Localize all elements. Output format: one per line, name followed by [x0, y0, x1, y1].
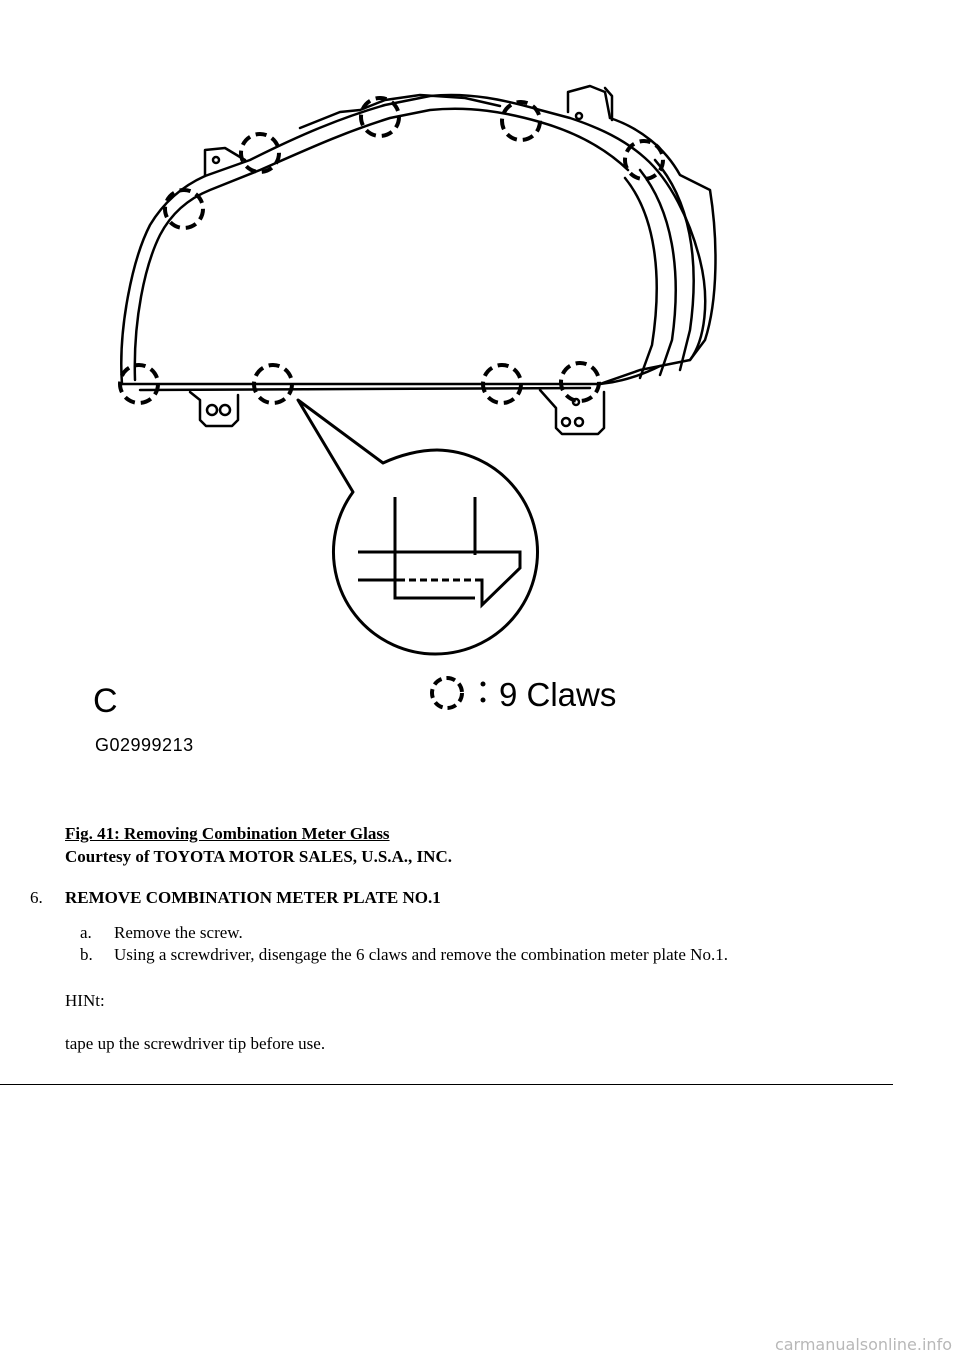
figure-id: G02999213	[95, 735, 194, 755]
step-title: REMOVE COMBINATION METER PLATE NO.1	[65, 888, 441, 907]
step-number: 6.	[30, 888, 43, 907]
procedure-step	[30, 887, 441, 909]
caption-title[interactable]: Fig. 41: Removing Combination Meter Glass	[65, 824, 390, 843]
figure-caption	[65, 822, 452, 868]
claw-marker	[165, 190, 203, 228]
watermark: carmanualsonline.info	[774, 1335, 952, 1354]
hint-label: HINt:	[65, 991, 105, 1010]
caption-credit: Courtesy of TOYOTA MOTOR SALES, U.S.A., INC.	[65, 847, 452, 866]
substep-letter: b.	[80, 945, 93, 964]
substep-letter: a.	[80, 923, 92, 942]
substep-text: Using a screwdriver, disengage the 6 claws and remove the combination meter plate No.1.	[114, 945, 728, 964]
claw-marker	[561, 363, 599, 401]
figure-letter: C	[93, 682, 118, 720]
claw-markers	[120, 98, 663, 403]
legend-label: 9 Claws	[499, 676, 617, 713]
substep-item	[80, 922, 243, 944]
claw-marker	[241, 134, 279, 172]
section-divider	[0, 1084, 893, 1085]
detail-callout	[298, 400, 537, 654]
substep-text: Remove the screw.	[114, 923, 243, 942]
hint-text: tape up the screwdriver tip before use.	[65, 1034, 326, 1053]
dashed-circle-icon	[432, 678, 462, 708]
substep-item	[80, 944, 728, 966]
